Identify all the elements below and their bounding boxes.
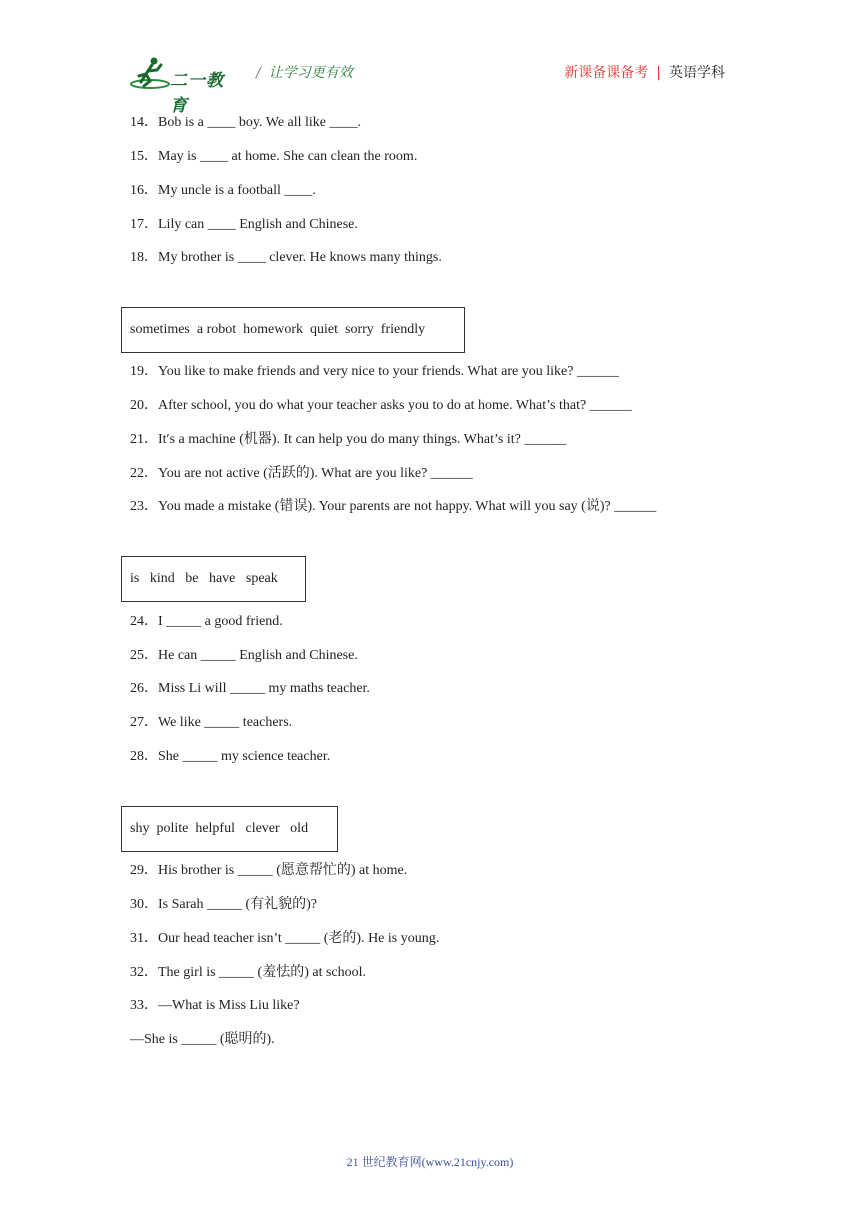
runner-logo-icon [130,56,170,90]
tag-subject: 英语学科 [669,65,725,81]
page-footer: 21 世纪教育网(www.21cnjy.com) [346,1155,514,1169]
tag-separator: | [656,65,661,81]
word-box-b: sometimes a robot homework quiet sorry friendly [121,307,465,353]
logo [130,56,240,116]
question-31: 31．Our head teacher isn’t _____ (老的). He is young. [130,931,440,946]
page-header [130,52,725,116]
tag-course: 新课备课备考 [564,65,649,81]
question-21: 21．It′s a machine (机器). It can help you do many things. What’s it? ______ [130,432,567,447]
question-14: 14．Bob is a ____ boy. We all like ____. [130,115,362,130]
question-30: 30．Is Sarah _____ (有礼貌的)? [130,897,318,912]
question-28: 28．She _____ my science teacher. [130,749,331,764]
question-24: 24．I _____ a good friend. [130,614,283,629]
question-32: 32．The girl is _____ (羞怯的) at school. [130,965,367,980]
tagline [564,62,725,82]
question-20: 20．After school, you do what your teacher asks you to do at home. What’s that? ______ [130,398,632,413]
question-16: 16．My uncle is a football ____. [130,183,316,198]
word-box-c: is kind be have speak [121,556,306,602]
question-33-answer: —She is _____ (聪明的). [130,1032,275,1047]
question-19: 19．You like to make friends and very nice to your friends. What are you like? ______ [130,364,619,379]
question-27: 27．We like _____ teachers. [130,715,293,730]
question-25: 25．He can _____ English and Chinese. [130,648,358,663]
question-23: 23．You made a mistake (错误). Your parents are not happy. What will you say (说)? ______ [130,499,657,514]
logo-text: 二一教育 [170,71,224,116]
slogan-text: 让学习更有效 [268,65,353,81]
question-26: 26．Miss Li will _____ my maths teacher. [130,681,370,696]
question-15: 15．May is ____ at home. She can clean the room. [130,149,418,164]
question-22: 22．You are not active (活跃的). What are you like? ______ [130,466,473,481]
word-box-d: shy polite helpful clever old [121,806,338,852]
question-29: 29．His brother is _____ (愿意帮忙的) at home. [130,863,408,878]
question-18: 18．My brother is ____ clever. He knows many things. [130,250,442,265]
question-17: 17．Lily can ____ English and Chinese. [130,217,358,232]
question-33: 33．—What is Miss Liu like? [130,998,300,1013]
slogan: / 让学习更有效 [256,65,353,81]
